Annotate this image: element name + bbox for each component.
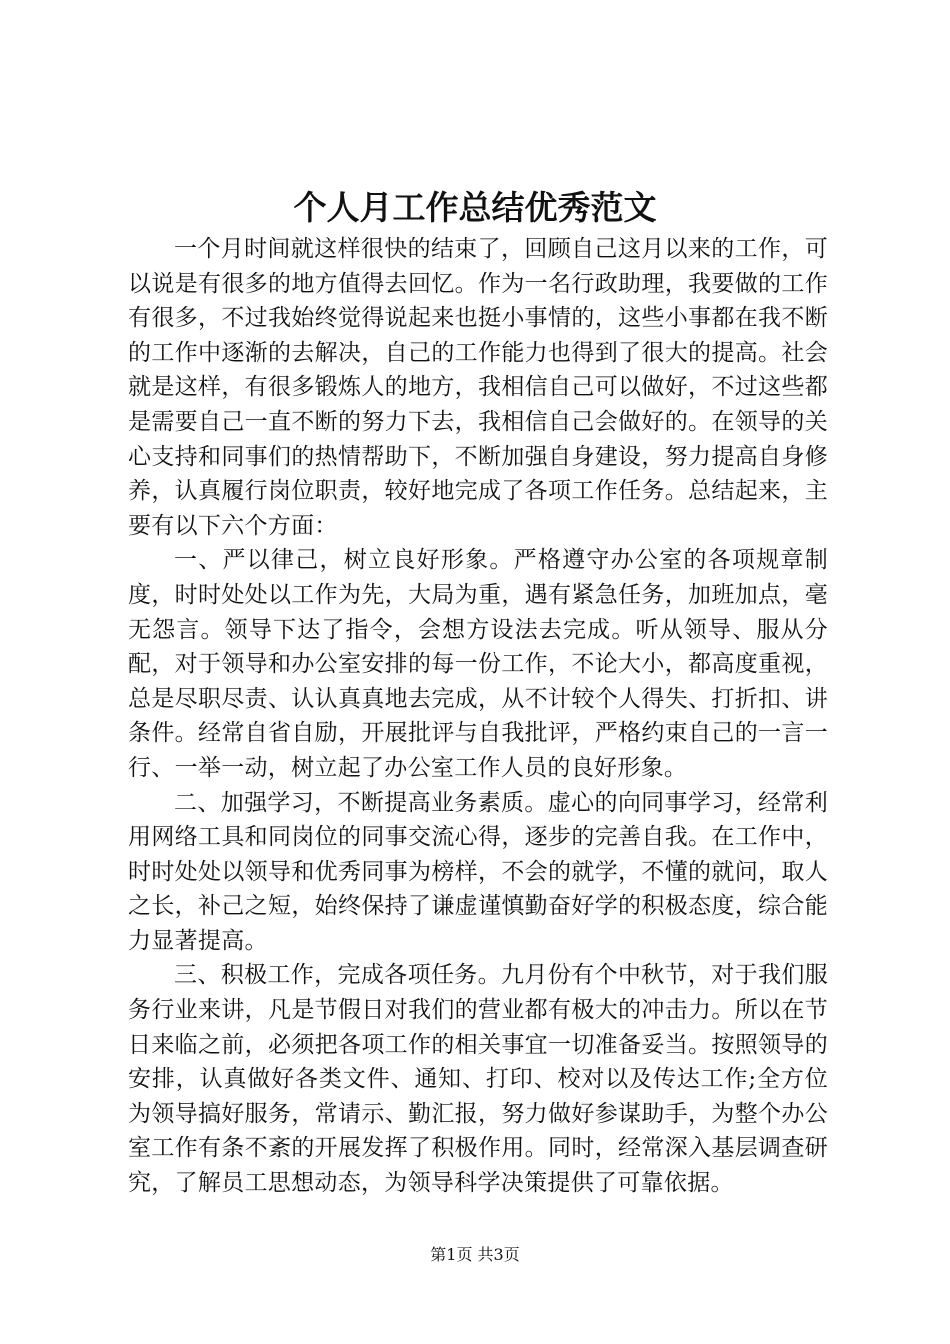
paragraph-intro: 一个月时间就这样很快的结束了，回顾自己这月以来的工作，可以说是有很多的地方值得去回忆。作为一名行政助理，我要做的工作有很多，不过我始终觉得说起来也挺小事情的，这些小事都在我不断的工作中逐渐的去解决，自己的工作能力也得到了很大的提高。社会就是这样，有很多锻炼人的地方，我相信自己可以做好，不过这些都是需要自己一直不断的努力下去，我相信自己会做好的。在领导的关心支持和同事们的热情帮助下，不断加强自身建设，努力提高自身修养，认真履行岗位职责，较好地完成了各项工作任务。总结起来，主要有以下六个方面： [128,236,828,539]
document-body [128,232,828,1201]
paragraph-section-2: 二、加强学习，不断提高业务素质。虚心的向同事学习，经常利用网络工具和同岗位的同事交流心得，逐步的完善自我。在工作中，时时处处以领导和优秀同事为榜样，不会的就学，不懂的就问，取人之长，补己之短，始终保持了谦虚谨慎勤奋好学的积极态度，综合能力显著提高。 [128,789,828,954]
paragraph-section-1: 一、严以律己，树立良好形象。严格遵守办公室的各项规章制度，时时处处以工作为先，大局为重，遇有紧急任务，加班加点，毫无怨言。领导下达了指令，会想方设法去完成。听从领导、服从分配，对于领导和办公室安排的每一份工作，不论大小，都高度重视，总是尽职尽责、认认真真地去完成，从不计较个人得失、打折扣、讲条件。经常自省自励，开展批评与自我批评，严格约束自己的一言一行、一举一动，树立起了办公室工作人员的良好形象。 [128,547,828,781]
paragraph-section-3: 三、积极工作，完成各项任务。九月份有个中秋节，对于我们服务行业来讲，凡是节假日对我们的营业都有极大的冲击力。所以在节日来临之前，必须把各项工作的相关事宜一切准备妥当。按照领导的安排，认真做好各类文件、通知、打印、校对以及传达工作;全方位为领导搞好服务，常请示、勤汇报，努力做好参谋助手，为整个办公室工作有条不紊的开展发挥了积极作用。同时，经常深入基层调查研究，了解员工思想动态，为领导科学决策提供了可靠依据。 [128,962,828,1197]
document-title: 个人月工作总结优秀范文 [293,188,657,227]
page-footer: 第1页 共3页 [430,1245,520,1264]
